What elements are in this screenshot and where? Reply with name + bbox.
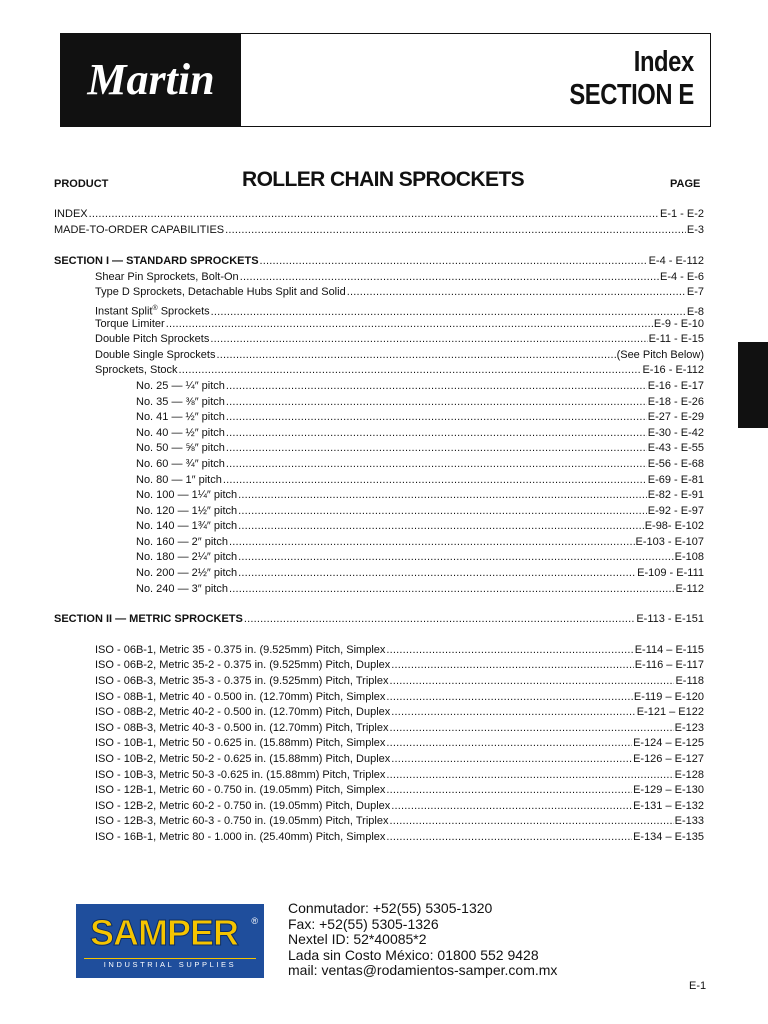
toc-label: ISO - 08B-3, Metric 40-3 - 0.500 in. (12.70mm) Pitch, Triplex bbox=[95, 721, 389, 734]
leader-dots bbox=[210, 332, 647, 348]
toc-page: E-108 bbox=[674, 551, 704, 564]
toc-row[interactable] bbox=[54, 473, 704, 489]
toc-row[interactable] bbox=[54, 783, 704, 799]
leader-dots bbox=[238, 566, 636, 582]
leader-dots bbox=[225, 223, 686, 239]
toc-label: ISO - 06B-2, Metric 35-2 - 0.375 in. (9.525mm) Pitch, Duplex bbox=[95, 659, 391, 672]
samper-logo-text: SAMPER bbox=[89, 912, 239, 953]
leader-dots bbox=[238, 550, 674, 566]
samper-logo bbox=[76, 904, 264, 978]
page-title bbox=[0, 168, 768, 192]
martin-logo bbox=[61, 34, 241, 126]
leader-dots bbox=[386, 768, 673, 784]
toc-label: No. 40 — ½″ pitch bbox=[136, 426, 225, 439]
toc-page: E-133 bbox=[674, 815, 704, 828]
toc-page: E-27 - E-29 bbox=[647, 411, 704, 424]
toc-row[interactable] bbox=[54, 519, 704, 535]
toc-label: Double Pitch Sprockets bbox=[95, 333, 210, 346]
toc-row[interactable] bbox=[54, 690, 704, 706]
toc-label: No. 100 — 1¼″ pitch bbox=[136, 489, 238, 502]
leader-dots bbox=[238, 519, 644, 535]
toc-label: Sprockets, Stock bbox=[95, 364, 178, 377]
leader-dots bbox=[226, 410, 647, 426]
registered-mark: ® bbox=[152, 304, 158, 312]
toc-label-part: Instant Split bbox=[95, 305, 153, 317]
toc-page: E-129 – E-130 bbox=[633, 784, 704, 797]
toc-label: SECTION II — METRIC SPROCKETS bbox=[54, 613, 243, 626]
toc-row[interactable] bbox=[54, 332, 704, 348]
toc-label bbox=[95, 301, 210, 317]
toc-label: No. 41 — ½″ pitch bbox=[136, 411, 225, 424]
toc-page: E-128 bbox=[674, 768, 704, 781]
product-column-header: PRODUCT bbox=[54, 178, 109, 190]
toc-label-part: Sprockets bbox=[157, 305, 210, 317]
toc-row[interactable] bbox=[54, 379, 704, 395]
leader-dots bbox=[386, 783, 632, 799]
toc-label: No. 240 — 3″ pitch bbox=[136, 582, 228, 595]
leader-dots bbox=[226, 441, 647, 457]
leader-dots bbox=[386, 643, 633, 659]
toc-row[interactable] bbox=[54, 674, 704, 690]
toc-page: E-8 bbox=[686, 305, 704, 317]
toc-row[interactable] bbox=[54, 270, 704, 286]
toc-page: E-121 – E122 bbox=[636, 706, 704, 719]
toc-page: E-30 - E-42 bbox=[647, 426, 704, 439]
toc-label: No. 35 — ⅜″ pitch bbox=[136, 395, 225, 408]
toc-row[interactable] bbox=[54, 582, 704, 598]
toc-page: E-3 bbox=[686, 223, 704, 236]
toc-page: E-16 - E-112 bbox=[642, 364, 704, 377]
toc-page: E-92 - E-97 bbox=[647, 504, 704, 517]
toc-label: INDEX bbox=[54, 208, 88, 220]
leader-dots bbox=[389, 674, 674, 690]
toc-page: E-18 - E-26 bbox=[647, 395, 704, 408]
toc-row[interactable] bbox=[54, 550, 704, 566]
toc-row[interactable] bbox=[54, 658, 704, 674]
toc-row[interactable] bbox=[54, 736, 704, 752]
leader-dots bbox=[179, 363, 642, 379]
leader-dots bbox=[386, 690, 632, 706]
contact-fax: Fax: +52(55) 5305-1326 bbox=[288, 915, 439, 932]
martin-logo-text: Martin bbox=[87, 55, 215, 104]
toc-page: E-98- E-102 bbox=[644, 520, 704, 533]
leader-dots bbox=[389, 814, 673, 830]
leader-dots bbox=[226, 379, 647, 395]
leader-dots bbox=[226, 457, 647, 473]
toc-row[interactable] bbox=[54, 348, 704, 364]
leader-dots bbox=[238, 504, 647, 520]
toc-row[interactable] bbox=[54, 410, 704, 426]
leader-dots bbox=[391, 658, 633, 674]
toc-page: E-109 - E-111 bbox=[637, 567, 704, 580]
metric-list bbox=[54, 643, 704, 846]
toc-label: Type D Sprockets, Detachable Hubs Split and Solid bbox=[95, 286, 346, 299]
toc-page: E-123 bbox=[674, 721, 704, 734]
toc-page: E-114 – E-115 bbox=[634, 643, 704, 656]
leader-dots bbox=[166, 317, 653, 333]
section-tab-marker bbox=[738, 342, 768, 428]
toc-label: No. 25 — ¼″ pitch bbox=[136, 379, 225, 392]
toc-label: No. 160 — 2″ pitch bbox=[136, 535, 228, 548]
toc-row[interactable] bbox=[54, 799, 704, 815]
header-title bbox=[542, 46, 694, 112]
toc-label: No. 140 — 1¾″ pitch bbox=[136, 520, 238, 533]
toc-page: E-116 – E-117 bbox=[634, 659, 704, 672]
toc-page: E-103 - E-107 bbox=[635, 535, 704, 548]
toc-page: E-112 bbox=[675, 582, 704, 595]
toc-label: MADE-TO-ORDER CAPABILITIES bbox=[54, 223, 225, 236]
leader-dots bbox=[238, 488, 647, 504]
toc-label: No. 80 — 1″ pitch bbox=[136, 473, 222, 486]
toc-row-index[interactable] bbox=[54, 207, 704, 223]
toc-label: Torque Limiter bbox=[95, 317, 165, 330]
toc-page: E-118 bbox=[675, 675, 704, 688]
toc-row[interactable] bbox=[54, 535, 704, 551]
page-number: E-1 bbox=[689, 980, 707, 992]
toc-page: E-131 – E-132 bbox=[633, 799, 704, 812]
toc-page: E-69 - E-81 bbox=[647, 473, 704, 486]
leader-dots bbox=[389, 721, 673, 737]
toc-row[interactable] bbox=[54, 566, 704, 582]
toc-page: E-43 - E-55 bbox=[647, 442, 704, 455]
leader-dots bbox=[211, 305, 686, 317]
toc-row[interactable] bbox=[54, 285, 704, 301]
toc-row[interactable] bbox=[54, 441, 704, 457]
toc-row[interactable] bbox=[54, 504, 704, 520]
leader-dots bbox=[223, 473, 647, 489]
toc-row[interactable] bbox=[54, 301, 704, 317]
leader-dots bbox=[229, 535, 635, 551]
toc-row[interactable] bbox=[54, 317, 704, 333]
contact-nextel: Nextel ID: 52*40085*2 bbox=[288, 931, 427, 948]
toc-label: No. 120 — 1½″ pitch bbox=[136, 504, 238, 517]
toc-label: ISO - 08B-1, Metric 40 - 0.500 in. (12.70mm) Pitch, Simplex bbox=[95, 690, 386, 703]
toc-page: E-119 – E-120 bbox=[633, 690, 704, 703]
toc-label: ISO - 06B-1, Metric 35 - 0.375 in. (9.525mm) Pitch, Simplex bbox=[95, 643, 386, 656]
toc-label: ISO - 06B-3, Metric 35-3 - 0.375 in. (9.525mm) Pitch, Triplex bbox=[95, 675, 389, 688]
toc-row[interactable] bbox=[54, 830, 704, 846]
toc-label: ISO - 12B-3, Metric 60-3 - 0.750 in. (19.05mm) Pitch, Triplex bbox=[95, 815, 389, 828]
spacer bbox=[54, 597, 704, 612]
contact-info bbox=[288, 901, 557, 979]
toc-label: ISO - 10B-2, Metric 50-2 - 0.625 in. (15.88mm) Pitch, Duplex bbox=[95, 753, 391, 765]
pitch-list bbox=[54, 379, 704, 597]
toc-label: Shear Pin Sprockets, Bolt-On bbox=[95, 270, 239, 283]
toc-row[interactable] bbox=[54, 721, 704, 737]
toc-page: E-9 - E-10 bbox=[653, 317, 704, 330]
toc-row[interactable] bbox=[54, 457, 704, 473]
toc-row[interactable] bbox=[54, 395, 704, 411]
toc-page: E-82 - E-91 bbox=[647, 489, 704, 502]
page-title-text: ROLLER CHAIN SPROCKETS bbox=[242, 168, 524, 191]
toc-label: No. 60 — ¾″ pitch bbox=[136, 457, 225, 470]
leader-dots bbox=[386, 830, 632, 846]
spacer bbox=[54, 238, 704, 254]
leader-dots bbox=[391, 799, 632, 815]
toc-row[interactable] bbox=[54, 363, 704, 379]
leader-dots bbox=[226, 395, 647, 411]
toc-row[interactable] bbox=[54, 643, 704, 659]
toc-row[interactable] bbox=[54, 488, 704, 504]
leader-dots bbox=[391, 752, 632, 768]
spacer bbox=[54, 628, 704, 643]
toc-row[interactable] bbox=[54, 768, 704, 784]
toc-row[interactable] bbox=[54, 814, 704, 830]
samper-tagline: INDUSTRIAL SUPPLIES bbox=[84, 958, 256, 970]
contact-toll-free: Lada sin Costo México: 01800 552 9428 bbox=[288, 946, 539, 963]
toc-page: E-16 - E-17 bbox=[647, 379, 704, 392]
toc-row[interactable] bbox=[54, 752, 704, 768]
leader-dots bbox=[229, 582, 675, 598]
contact-email[interactable]: mail: ventas@rodamientos-samper.com.mx bbox=[288, 962, 558, 979]
toc-row-section-1[interactable] bbox=[54, 254, 704, 270]
toc-label: Double Single Sprockets bbox=[95, 348, 216, 361]
martin-logo-wordmark bbox=[76, 48, 226, 112]
toc-row[interactable] bbox=[54, 705, 704, 721]
toc-label: ISO - 12B-1, Metric 60 - 0.750 in. (19.05mm) Pitch, Simplex bbox=[95, 784, 386, 797]
leader-dots bbox=[260, 254, 648, 270]
toc-page: E-113 - E-151 bbox=[636, 613, 704, 626]
toc-label: ISO - 12B-2, Metric 60-2 - 0.750 in. (19.05mm) Pitch, Duplex bbox=[95, 799, 391, 812]
header-title-section: SECTION E bbox=[569, 79, 694, 111]
toc-page: E-4 - E-112 bbox=[648, 255, 704, 268]
leader-dots bbox=[391, 705, 635, 721]
toc-row-made-to-order[interactable] bbox=[54, 223, 704, 239]
leader-dots bbox=[386, 736, 632, 752]
toc-row[interactable] bbox=[54, 426, 704, 442]
toc-page: E-4 - E-6 bbox=[659, 270, 704, 283]
toc-page: E-1 - E-2 bbox=[659, 208, 704, 220]
page-column-header: PAGE bbox=[670, 178, 701, 190]
toc-label: No. 50 — ⅝″ pitch bbox=[136, 442, 225, 455]
toc-label: ISO - 10B-3, Metric 50-3 -0.625 in. (15.88mm) Pitch, Triplex bbox=[95, 768, 386, 781]
leader-dots bbox=[226, 426, 647, 442]
header-box bbox=[60, 33, 711, 127]
toc-page: E-126 – E-127 bbox=[633, 753, 704, 765]
toc-page: E-11 - E-15 bbox=[648, 333, 704, 346]
toc-page: (See Pitch Below) bbox=[616, 348, 704, 361]
toc-label: ISO - 08B-2, Metric 40-2 - 0.500 in. (12.70mm) Pitch, Duplex bbox=[95, 706, 391, 719]
toc-row-section-2[interactable] bbox=[54, 612, 704, 628]
toc-label: No. 180 — 2¼″ pitch bbox=[136, 551, 238, 564]
toc-label: SECTION I — STANDARD SPROCKETS bbox=[54, 255, 259, 268]
toc-label: ISO - 10B-1, Metric 50 - 0.625 in. (15.88mm) Pitch, Simplex bbox=[95, 737, 386, 750]
leader-dots bbox=[244, 612, 635, 628]
toc-label: ISO - 16B-1, Metric 80 - 1.000 in. (25.40mm) Pitch, Simplex bbox=[95, 830, 386, 843]
toc-page: E-7 bbox=[686, 286, 704, 299]
toc-page: E-124 – E-125 bbox=[633, 737, 704, 750]
leader-dots bbox=[89, 207, 659, 223]
table-of-contents bbox=[54, 207, 704, 846]
contact-phone: Conmutador: +52(55) 5305-1320 bbox=[288, 900, 493, 916]
toc-label: No. 200 — 2½″ pitch bbox=[136, 567, 238, 580]
leader-dots bbox=[347, 285, 686, 301]
toc-page: E-134 – E-135 bbox=[633, 830, 704, 843]
toc-page: E-56 - E-68 bbox=[647, 457, 704, 470]
header-title-index: Index bbox=[633, 46, 694, 78]
leader-dots bbox=[216, 348, 615, 364]
samper-registered-mark: ® bbox=[251, 916, 258, 926]
leader-dots bbox=[240, 270, 659, 286]
